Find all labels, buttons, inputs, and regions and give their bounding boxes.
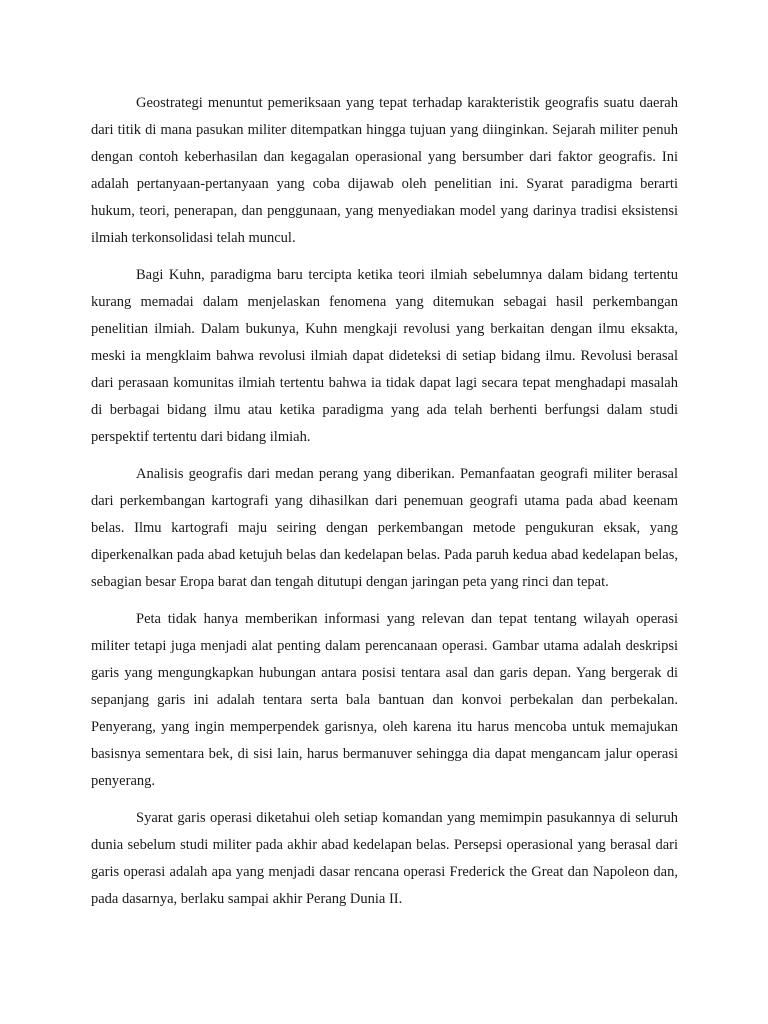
paragraph-3: Analisis geografis dari medan perang yang diberikan. Pemanfaatan geografi militer berasal dari perkembangan kartografi yang dihasilkan dari penemuan geografi utama pada abad keenam belas. Ilmu kartografi maju seiring dengan perkembangan metode pengukuran eksak, yang diperkenalkan pada abad ketujuh belas dan kedelapan belas. Pada paruh kedua abad kedelapan belas, sebagian besar Eropa barat dan tengah ditutupi dengan jaringan peta yang rinci dan tepat.: [91, 466, 678, 590]
paragraph-5: Syarat garis operasi diketahui oleh setiap komandan yang memimpin pasukannya di seluruh dunia sebelum studi militer pada akhir abad kedelapan belas. Persepsi operasional yang berasal dari garis operasi adalah apa yang menjadi dasar rencana operasi Frederick the Great dan Napoleon dan, pada dasarnya, berlaku sampai akhir Perang Dunia II.: [91, 810, 678, 907]
document-body: [91, 90, 678, 923]
paragraph-4: Peta tidak hanya memberikan informasi yang relevan dan tepat tentang wilayah operasi militer tetapi juga menjadi alat penting dalam perencanaan operasi. Gambar utama adalah deskripsi garis yang mengungkapkan hubungan antara posisi tentara asal dan garis depan. Yang bergerak di sepanjang garis ini adalah tentara serta bala bantuan dan konvoi perbekalan dan perbekalan. Penyerang, yang ingin memperpendek garisnya, oleh karena itu harus mencoba untuk memajukan basisnya sementara bek, di sisi lain, harus bermanuver sehingga dia dapat mengancam jalur operasi penyerang.: [91, 611, 678, 789]
paragraph-1: Geostrategi menuntut pemeriksaan yang tepat terhadap karakteristik geografis suatu daerah dari titik di mana pasukan militer ditempatkan hingga tujuan yang diinginkan. Sejarah militer penuh dengan contoh keberhasilan dan kegagalan operasional yang bersumber dari faktor geografis. Ini adalah pertanyaan-pertanyaan yang coba dijawab oleh penelitian ini. Syarat paradigma berarti hukum, teori, penerapan, dan penggunaan, yang menyediakan model yang darinya tradisi eksistensi ilmiah terkonsolidasi telah muncul.: [91, 95, 678, 246]
paragraph-2: Bagi Kuhn, paradigma baru tercipta ketika teori ilmiah sebelumnya dalam bidang tertentu kurang memadai dalam menjelaskan fenomena yang ditemukan sebagai hasil perkembangan penelitian ilmiah. Dalam bukunya, Kuhn mengkaji revolusi yang berkaitan dengan ilmu eksakta, meski ia mengklaim bahwa revolusi ilmiah dapat dideteksi di setiap bidang ilmu. Revolusi berasal dari perasaan komunitas ilmiah tertentu bahwa ia tidak dapat lagi secara tepat menghadapi masalah di berbagai bidang ilmu atau ketika paradigma yang ada telah berhenti berfungsi dalam studi perspektif tertentu dari bidang ilmiah.: [91, 267, 678, 445]
